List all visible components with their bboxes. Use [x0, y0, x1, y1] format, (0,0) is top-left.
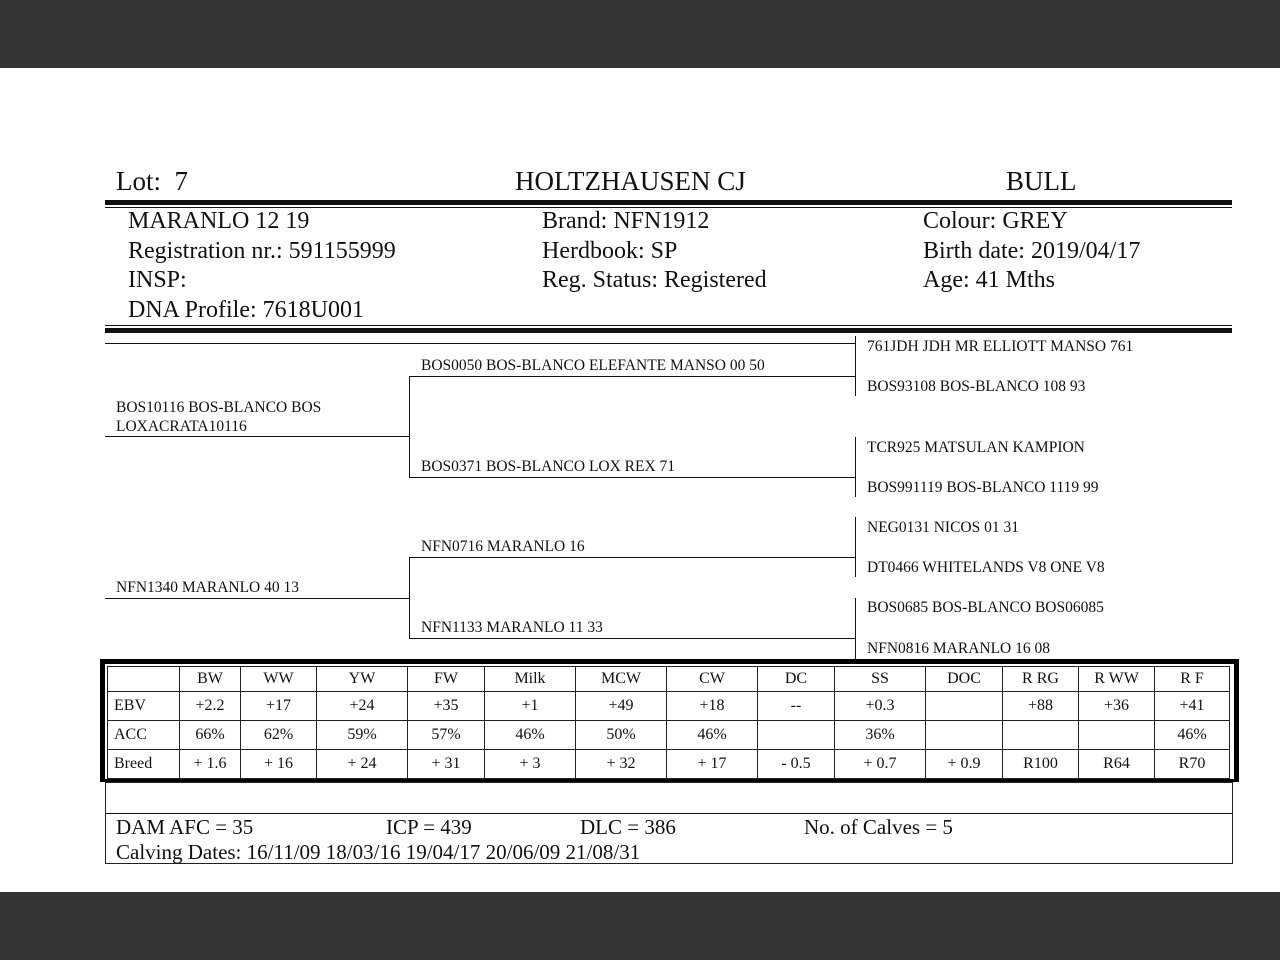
ebv-cell: +49 — [576, 692, 667, 721]
ebv-cell: 57% — [408, 721, 485, 750]
ebv-cell — [1003, 721, 1079, 750]
herdbook: Herdbook: SP — [542, 238, 678, 264]
bottom-bar — [0, 892, 1280, 960]
ebv-row-label: EBV — [108, 692, 180, 721]
ebv-cell: 66% — [180, 721, 241, 750]
ggp-4: BOS991119 BOS-BLANCO 1119 99 — [867, 479, 1099, 496]
ebv-cell: +24 — [317, 692, 408, 721]
ebv-cell: 46% — [667, 721, 758, 750]
ebv-cell: +0.3 — [835, 692, 926, 721]
ggp-2: BOS93108 BOS-BLANCO 108 93 — [867, 378, 1086, 395]
breeder-name: HOLTZHAUSEN CJ — [515, 166, 746, 196]
ebv-cell: + 17 — [667, 750, 758, 779]
ebv-row — [108, 721, 1230, 750]
ebv-column-header: SS — [835, 667, 926, 692]
ebv-cell: 46% — [485, 721, 576, 750]
ebv-column-header — [108, 667, 180, 692]
ebv-header-row — [108, 667, 1230, 692]
ggp-6: DT0466 WHITELANDS V8 ONE V8 — [867, 559, 1105, 576]
ebv-column-header: DC — [758, 667, 835, 692]
ebv-cell: 46% — [1155, 721, 1230, 750]
ebv-row — [108, 750, 1230, 779]
ebv-column-header: FW — [408, 667, 485, 692]
ebv-column-header: YW — [317, 667, 408, 692]
sire-bracket — [409, 376, 410, 477]
ebv-cell: +2.2 — [180, 692, 241, 721]
lot-number: 7 — [174, 166, 188, 196]
ebv-table — [107, 666, 1230, 779]
calving-dates: Calving Dates: 16/11/09 18/03/16 19/04/17 20/06/09 21/08/31 — [116, 840, 641, 864]
ebv-column-header: MCW — [576, 667, 667, 692]
ebv-cell: 59% — [317, 721, 408, 750]
sire-sire: BOS0050 BOS-BLANCO ELEFANTE MANSO 00 50 — [421, 357, 765, 374]
sire-dam: BOS0371 BOS-BLANCO LOX REX 71 — [421, 458, 676, 475]
ggp-3: TCR925 MATSULAN KAMPION — [867, 439, 1085, 456]
dam-dam-line — [409, 638, 855, 639]
sire-sire-line — [409, 376, 855, 377]
ebv-cell: 50% — [576, 721, 667, 750]
dam-sire-line — [409, 557, 855, 558]
info-rule-thin — [105, 325, 1232, 326]
ggp-bracket-3 — [855, 517, 856, 577]
ebv-cell: 62% — [241, 721, 317, 750]
ebv-column-header: R F — [1155, 667, 1230, 692]
sire-line — [105, 436, 409, 437]
ggp-8: NFN0816 MARANLO 16 08 — [867, 640, 1050, 657]
ebv-cell: - 0.5 — [758, 750, 835, 779]
ebv-cell: + 3 — [485, 750, 576, 779]
age: Age: 41 Mths — [923, 267, 1055, 293]
ebv-column-header: WW — [241, 667, 317, 692]
ebv-cell — [926, 721, 1003, 750]
dam-afc: DAM AFC = 35 — [116, 815, 254, 839]
sire: BOS10116 BOS-BLANCO BOS LOXACRATA10116 — [116, 399, 322, 435]
ebv-column-header: CW — [667, 667, 758, 692]
ggp-bracket-2 — [855, 437, 856, 497]
brand: Brand: NFN1912 — [542, 208, 710, 234]
ggp-1: 761JDH JDH MR ELLIOTT MANSO 761 — [867, 338, 1134, 355]
lot-label: Lot: 7 — [116, 166, 188, 196]
ebv-column-header: Milk — [485, 667, 576, 692]
number-of-calves: No. of Calves = 5 — [804, 815, 953, 839]
ebv-cell: R100 — [1003, 750, 1079, 779]
ebv-cell: + 32 — [576, 750, 667, 779]
dam-line — [105, 598, 409, 599]
dam-sire: NFN0716 MARANLO 16 — [421, 538, 585, 555]
ggp-bracket-4 — [855, 598, 856, 660]
ebv-row-label: Breed — [108, 750, 180, 779]
ebv-cell — [1079, 721, 1155, 750]
ebv-cell: +35 — [408, 692, 485, 721]
dam-info-divider — [105, 813, 1232, 814]
ebv-cell: + 31 — [408, 750, 485, 779]
dam-bracket — [409, 557, 410, 638]
ebv-row — [108, 692, 1230, 721]
ebv-cell: R64 — [1079, 750, 1155, 779]
ebv-column-header: R WW — [1079, 667, 1155, 692]
sire-dam-line — [409, 477, 855, 478]
ebv-cell: + 24 — [317, 750, 408, 779]
ebv-cell: +17 — [241, 692, 317, 721]
ebv-cell: +1 — [485, 692, 576, 721]
ebv-column-header: BW — [180, 667, 241, 692]
header-rule-thick — [105, 200, 1232, 205]
ebv-cell: +36 — [1079, 692, 1155, 721]
ebv-cell: + 16 — [241, 750, 317, 779]
ebv-cell: +18 — [667, 692, 758, 721]
animal-sex: BULL — [1006, 166, 1077, 196]
icp: ICP = 439 — [386, 815, 472, 839]
ebv-cell: + 0.7 — [835, 750, 926, 779]
birth-date: Birth date: 2019/04/17 — [923, 238, 1141, 264]
pedigree-top-rule — [105, 343, 855, 344]
dam-dam: NFN1133 MARANLO 11 33 — [421, 619, 603, 636]
registration-number: Registration nr.: 591155999 — [128, 238, 396, 264]
ebv-cell: + 1.6 — [180, 750, 241, 779]
insp-field: INSP: — [128, 267, 187, 293]
ggp-7: BOS0685 BOS-BLANCO BOS06085 — [867, 599, 1104, 616]
dam: NFN1340 MARANLO 40 13 — [116, 579, 299, 596]
ebv-column-header: R RG — [1003, 667, 1079, 692]
registration-status: Reg. Status: Registered — [542, 267, 767, 293]
info-rule-thick — [105, 328, 1232, 333]
ebv-cell: +88 — [1003, 692, 1079, 721]
ebv-cell — [926, 692, 1003, 721]
ebv-cell: + 0.9 — [926, 750, 1003, 779]
ebv-cell: R70 — [1155, 750, 1230, 779]
dlc: DLC = 386 — [580, 815, 676, 839]
dna-profile: DNA Profile: 7618U001 — [128, 297, 364, 323]
colour: Colour: GREY — [923, 208, 1068, 234]
ebv-column-header: DOC — [926, 667, 1003, 692]
ebv-cell: +41 — [1155, 692, 1230, 721]
ebv-cell — [758, 721, 835, 750]
top-bar — [0, 0, 1280, 68]
ebv-cell: 36% — [835, 721, 926, 750]
ebv-row-label: ACC — [108, 721, 180, 750]
ebv-cell: -- — [758, 692, 835, 721]
animal-name: MARANLO 12 19 — [128, 208, 310, 234]
ggp-5: NEG0131 NICOS 01 31 — [867, 519, 1019, 536]
ggp-bracket-1 — [855, 336, 856, 396]
